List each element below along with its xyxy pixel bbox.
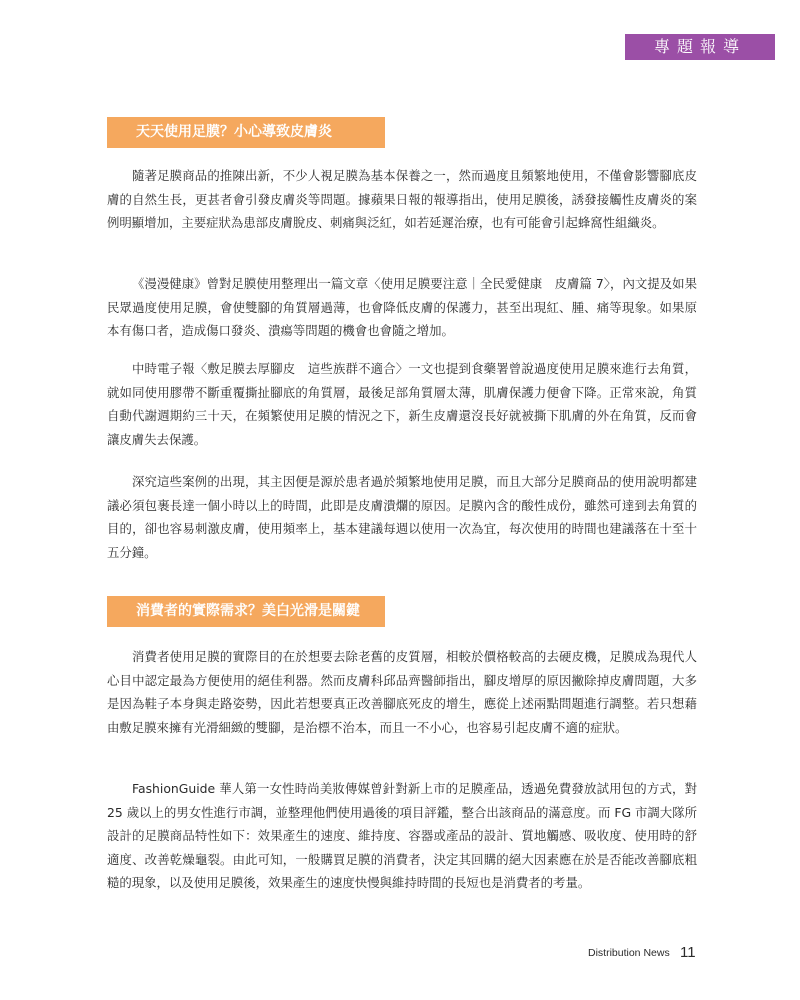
paragraph: 深究這些案例的出現，其主因便是源於患者過於頻繁地使用足膜，而且大部分足膜商品的使用說明都建議必須包裹長達一個小時以上的時間，此即是皮膚潰爛的原因。足膜內含的酸性成份，雖然可達到去角質的目的，卻也容易刺激皮膚，使用頻率上，基本建議每週以使用一次為宜，每次使用的時間也建議落在十至十五分鐘。 (107, 474, 697, 560)
paragraph: 隨著足膜商品的推陳出新，不少人視足膜為基本保養之一，然而過度且頻繁地使用，不僅會影響腳底皮膚的自然生長，更甚者會引發皮膚炎等問題。據蘋果日報的報導指出，使用足膜後，誘發接觸性皮膚炎的案例明顯增加，主要症狀為患部皮膚脫皮、刺痛與泛紅，如若延遲治療，也有可能會引起蜂窩性組織炎。 (107, 168, 697, 231)
section-tag: 專題報導 (625, 34, 775, 60)
paragraph: 《漫漫健康》曾對足膜使用整理出一篇文章〈使用足膜要注意｜全民愛健康 皮膚篇 7〉，內文提及如果民眾過度使用足膜，會使雙腳的角質層過薄，也會降低皮膚的保護力，甚至出現紅、腫、痛等現象。如果原本有傷口者，造成傷口發炎、潰瘍等問題的機會也會隨之增加。 (107, 276, 697, 339)
section-heading-dermatitis: 天天使用足膜？小心導致皮膚炎 (107, 117, 385, 148)
paragraph: FashionGuide 華人第一女性時尚美妝傳媒曾針對新上市的足膜產品，透過免費發放試用包的方式，對 25 歲以上的男女性進行市調，並整理他們使用過後的項目評鑑，整合出該商品的滿意度。而 FG 市調大隊所設計的足膜商品特性如下：效果產生的速度、維持度、容器或產品的設計、質地觸感、吸收度、使用時的舒適度、改善乾燥龜裂。由此可知，一般購買足膜的消費者，決定其回購的絕大因素應在於是否能改善腳底粗糙的現象，以及使用足膜後，效果產生的速度快慢與維持時間的長短也是消費者的考量。 (107, 781, 697, 891)
section-heading-consumer-needs: 消費者的實際需求？美白光滑是關鍵 (107, 596, 385, 627)
paragraph: 中時電子報〈敷足膜去厚腳皮 這些族群不適合〉一文也提到食藥署曾說過度使用足膜來進行去角質，就如同使用膠帶不斷重覆撕扯腳底的角質層，最後足部角質層太薄，肌膚保護力便會下降。正常來說，角質自動代謝週期約三十天，在頻繁使用足膜的情況之下，新生皮膚還沒長好就被撕下肌膚的外在角質，反而會讓皮膚失去保護。 (107, 361, 697, 447)
paragraph: 消費者使用足膜的實際目的在於想要去除老舊的皮質層，相較於價格較高的去硬皮機，足膜成為現代人心目中認定最為方便使用的絕佳利器。然而皮膚科邱品齊醫師指出，腳皮增厚的原因撇除掉皮膚問題，大多是因為鞋子本身與走路姿勢，因此若想要真正改善腳底死皮的增生，應從上述兩點問題進行調整。若只想藉由敷足膜來擁有光滑細緻的雙腳，是治標不治本，而且一不小心，也容易引起皮膚不適的症狀。 (107, 649, 697, 735)
publication-name: Distribution News (588, 947, 670, 959)
page-number: 11 (680, 944, 696, 961)
